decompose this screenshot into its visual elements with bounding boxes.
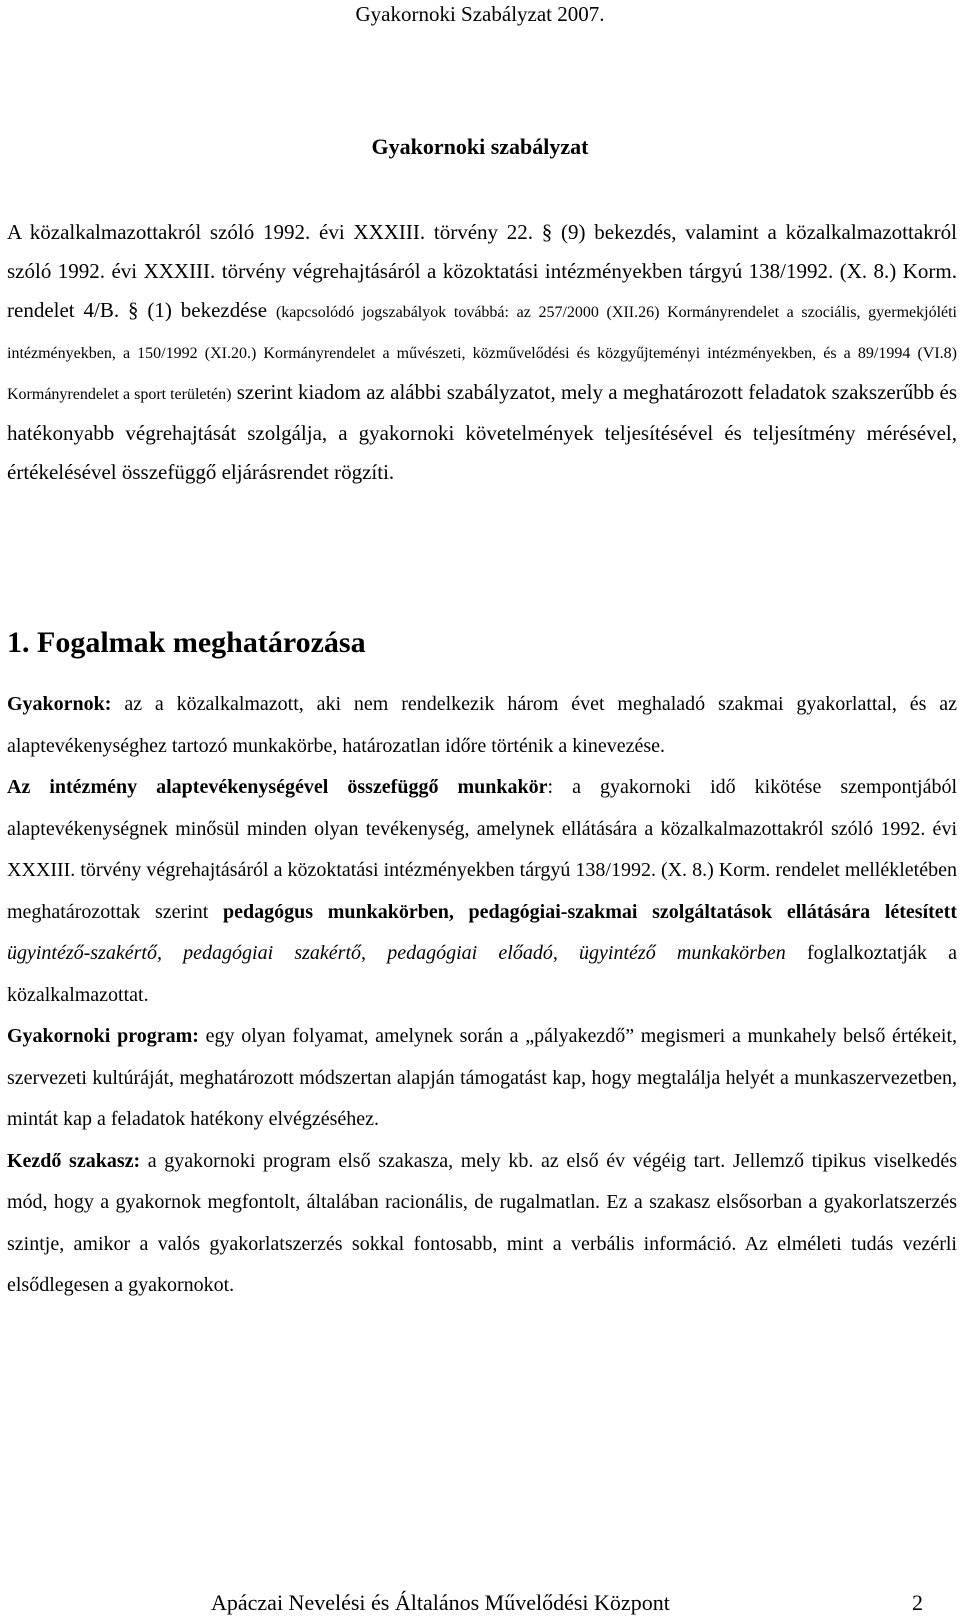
definition-gyakornok	[7, 684, 957, 767]
intro-text-purpose: szerint kiadom az alábbi szabályzatot, mely a meghatározott feladatok szakszerűbb és hatékonyabb végrehajtását szolgálja, a gyakornoki követelmények teljesítésével és teljesítmény mérésével, értékelésével összefüggő eljárásrendet rögzíti.	[7, 380, 958, 484]
definition-term: Gyakornok:	[7, 693, 112, 715]
definition-kezdo-szakasz	[7, 1141, 957, 1307]
running-header: Gyakornoki Szabályzat 2007.	[355, 2, 605, 26]
definition-term: Az intézmény alaptevékenységével összefüggő munkakör	[7, 776, 548, 798]
definition-program	[7, 1016, 957, 1141]
intro-text-main: A közalkalmazottakról szóló 1992. évi XXXIII. törvény 22. § (9) bekezdés, valamint a közalkalmazottakról szóló 1992. évi XXXIII. törvény végrehajtásáról a közoktatási intézményekben tárgyú 138/1992. (X. 8.) Korm. rendelet 4/B. § (1) bekezdése	[7, 220, 957, 322]
intro-paragraph	[7, 213, 957, 492]
definitions-list	[7, 684, 957, 1307]
definition-text: a gyakornoki program első szakasza, mely kb. az első év végéig tart. Jellemző tipikus viselkedés mód, hogy a gyakornok megfontolt, általában racionális, de rugalmatlan. Ez a szakasz elsősorban a gyakorlatszerzés szintje, amikor a valós gyakorlatszerzés sokkal fontosabb, mint a verbális információ. Az elméleti tudás vezérli elsődlegesen a gyakornokot.	[7, 1149, 957, 1296]
footer-institution: Apáczai Nevelési és Általános Művelődési Központ	[211, 1590, 670, 1615]
definition-munkakor	[7, 767, 957, 1016]
document-title: Gyakornoki szabályzat	[371, 134, 589, 159]
definition-emphasis: pedagógus munkakörben, pedagógiai-szakmai szolgáltatások ellátására létesített	[222, 900, 958, 923]
definition-text-end: foglalkoztatják a közalkalmazottat.	[7, 942, 957, 1006]
intro-text-related-laws: (kapcsolódó jogszabályok továbbá: az 257/2000 (XII.26) Kormányrendelet a szociális, gyermekjóléti intézményekben, a 150/1992 (XI.20.) Kormányrendelet a művészeti, közművelődési és közgyűjteményi intézményekben, és a 89/1994 (VI.8) Kormányrendelet a sport területén)	[7, 304, 958, 403]
definition-term: Kezdő szakasz:	[7, 1149, 141, 1172]
definition-text: az a közalkalmazott, aki nem rendelkezik három évet meghaladó szakmai gyakorlattal, és az alaptevékenységhez tartozó munkakörbe, határozatlan időre történik a kinevezése.	[7, 693, 957, 757]
definition-text: : a gyakornoki idő kikötése szempontjából alaptevékenységnek minősül minden olyan tevékenység, amelynek ellátására a közalkalmazottakról szóló 1992. évi XXXIII. törvény végrehajtásáról a közoktatási intézményekben tárgyú 138/1992. (X. 8.) Korm. rendelet mellékletében meghatározottak szerint	[7, 776, 957, 923]
definition-roles: ügyintéző-szakértő, pedagógiai szakértő, pedagógiai előadó, ügyintéző munkakörben	[7, 942, 786, 964]
section-heading: 1. Fogalmak meghatározása	[7, 626, 366, 659]
definition-text: egy olyan folyamat, amelynek során a „pályakezdő” megismeri a munkahely belső értékeit, szervezeti kultúráját, meghatározott módszertan alapján támogatást kap, hogy megtalálja helyét a munkaszervezetben, mintát kap a feladatok hatékony elvégzéséhez.	[7, 1025, 958, 1130]
page-number: 2	[912, 1590, 923, 1615]
definition-term: Gyakornoki program:	[7, 1025, 199, 1047]
